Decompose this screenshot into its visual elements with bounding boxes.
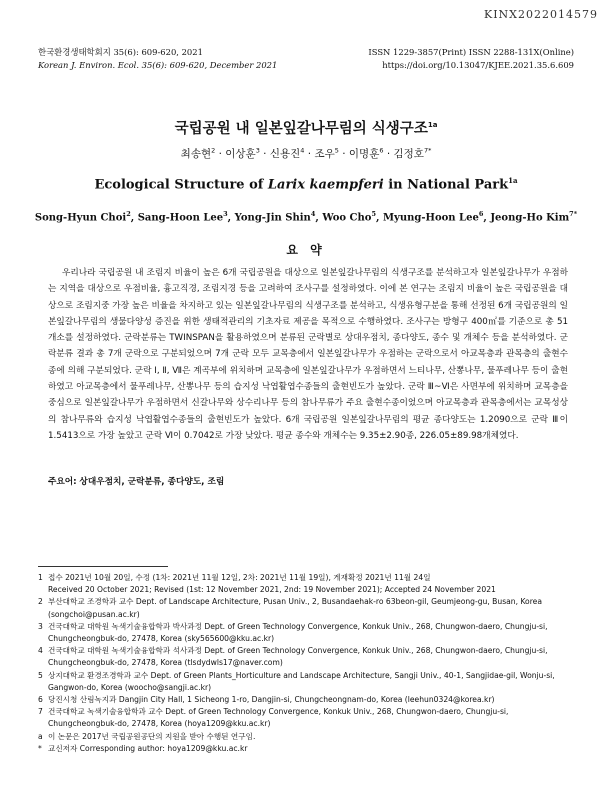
footnote-item	[38, 621, 578, 645]
abstract-heading: 요 약	[286, 243, 326, 257]
footnote-mark: 1	[38, 573, 43, 582]
footnote-item	[38, 645, 578, 669]
footnote-item	[38, 670, 578, 694]
journal-name-english: Korean J. Environ. Ecol. 35(6): 609-620, December 2021	[38, 60, 278, 70]
footnote-mark: 2	[38, 597, 43, 607]
footnote-text: 이 논문은 2017년 국립공원공단의 지원을 받아 수행된 연구임.	[48, 731, 256, 741]
footnote-item	[38, 694, 578, 706]
footnotes	[38, 572, 578, 755]
issn: ISSN 1229-3857(Print) ISSN 2288-131X(Online)	[368, 47, 574, 57]
footnote-mark: a	[38, 731, 43, 741]
authors-korean: 최송현$^2$ · 이상훈$^3$ · 신용진$^4$ · 조우$^5$ · 이명훈$^6$ · 김정호$^{7*}$	[180, 146, 432, 160]
authors-english: Song-Hyun Choi$^2$, Sang-Hoon Lee$^3$, Yong-Jin Shin$^4$, Woo Cho$^5$, Myung-Hoon Lee$^6$, Jeong-Ho Kim$^{7*}$	[34, 210, 578, 224]
footnote-item	[38, 706, 578, 730]
footnote-text: 건국대학교 대학원 녹색기술융합학과 석사과정 Dept. of Green Technology Convergence, Konkuk Univ., 268, Chungwon-daero, Chungju-si, Chungcheongbuk-do, 27478, Korea (tlsdydwls17@naver.com)	[48, 646, 548, 668]
author-english: Jeong-Ho Kim	[490, 212, 570, 224]
journal-identifiers	[368, 46, 574, 72]
author-korean: 이상훈	[225, 148, 256, 160]
keywords-list: 상대우점치, 군락분류, 종다양도, 조림	[79, 477, 225, 487]
footnote-text: 상지대학교 환경조경학과 교수 Dept. of Green Plants_Horticulture and Landscape Architecture, Sangji Univ., 40-1, Sangjidae-gil, Wonju-si, Gangwon-do, Korea (woocho@sangji.ac.kr)	[48, 670, 555, 692]
footnote-item	[38, 572, 578, 584]
author-english: Woo Cho	[322, 212, 372, 224]
journal-name-korean: 한국환경생태학회지 35(6): 609-620, 2021	[38, 47, 203, 57]
doi-link[interactable]: https://doi.org/10.13047/KJEE.2021.35.6.609	[382, 60, 574, 70]
footnote-item	[38, 596, 578, 620]
keywords-label: 주요어:	[48, 477, 77, 487]
abstract-text: 우리나라 국립공원 내 조림지 비율이 높은 6개 국립공원을 대상으로 일본잎갈나무림의 식생구조를 분석하고자 일본잎갈나무가 우점하는 지역을 대상으로 우점비율, 흉고직경, 조림지경 등을 고려하여 조사구를 설정하였다. 이에 본 연구는 조림지 비율이 높은 국립공원을 대상으로 조림지중 가장 높은 비율을 차지하고 있는 일본잎갈나무림의 식생구조를 분석하고, 식생유형구분을 통해 선정된 6개 국립공원의 일본잎갈나무림의 생물다양성 증진을 위한 생태적관리의 기초자료 제공을 목적으로 수행하였다. 조사구는 방형구 400㎡를 기준으로 총 51개소를 설정하였다. 군락분류는 TWINSPAN을 활용하였으며 분류된 군락별로 상대우점치, 종다양도, 종수 및 개체수 등을 분석하였다. 군락분류 결과 총 7개 군락으로 구분되었으며 7개 군락 모두 교목층에서 일본잎갈나무가 우점하는 군락으로서 아교목층과 관목층의 출현수종에 의해 구분되었다. 군락 Ⅰ, Ⅱ, Ⅶ은 계곡부에 위치하며 교목층에 일본잎갈나무가 우점하면서 느티나무, 산뽕나무, 물푸레나무 등이 출현하였고 아교목층에서 물푸레나무, 산뽕나무 등의 습지성 낙엽활엽수종들의 출현빈도가 높았다. 군락 Ⅲ~Ⅵ은 사면부에 위치하며 교목층을 중심으로 일본잎갈나무가 우점하면서 신갈나무와 상수리나무 등의 참나무류가 주요 출현수종이었으며 아교목층과 관목층에서는 교목성상의 참나무류와 습지성 낙엽활엽수종들의 출현빈도가 높았다. 6개 국립공원 일본잎갈나무림의 평균 종다양도는 1.2090으로 군락 Ⅲ이 1.5413으로 가장 높았고 군락 Ⅵ이 0.7042로 가장 낮았다. 평균 종수와 개체수는 9.35±2.90종, 226.05±89.98개체였다.	[48, 268, 568, 441]
footnote-item	[38, 584, 578, 596]
title-korean: 국립공원 내 일본잎갈나무림의 식생구조$^{1a}$	[174, 121, 438, 137]
footnote-text: 건국대학교 대학원 녹색기술융합학과 박사과정 Dept. of Green Technology Convergence, Konkuk Univ., 268, Chungwon-daero, Chungju-si, Chungcheongbuk-do, 27478, Korea (sky565600@kku.ac.kr)	[48, 621, 548, 644]
title-english: Ecological Structure of Larix kaempferi in National Park$^{1a}$	[94, 176, 518, 193]
footnote-text: 접수 2021년 10월 20일, 수정 (1차: 2021년 11월 12일, 2차: 2021년 11월 19일), 게재확정 2021년 11월 24일	[48, 573, 431, 582]
keywords	[48, 475, 224, 487]
footnote-mark: 6	[38, 695, 43, 705]
footnote-text: 당진시청 산림녹지과 Dangjin City Hall, 1 Sicheong 1-ro, Dangjin-si, Chungcheongnam-do, Korea (leehun0324@korea.kr)	[48, 695, 495, 705]
footnote-text: 부산대학교 조경학과 교수 Dept. of Landscape Architecture, Pusan Univ., 2, Busandaehak-ro 63beon-gil, Geumjeong-gu, Busan, Korea (songchoi@pusan.ac.kr)	[48, 597, 542, 619]
footnote-mark: 5	[38, 670, 43, 680]
footnote-text: 건국대학교 녹색기술융합학과 교수 Dept. of Green Technology Convergence, Konkuk Univ., 268, Chungwon-daero, Chungju-si, Chungcheongbuk-do, 27478, Korea (hoya1209@kku.ac.kr)	[48, 707, 509, 729]
footnote-text: 교신저자 Corresponding author: hoya1209@kku.ac.kr	[48, 743, 248, 753]
author-english: Song-Hyun Choi	[34, 212, 127, 224]
footnote-item	[38, 731, 578, 743]
author-english: Myung-Hoon Lee	[382, 212, 479, 224]
footnote-mark: *	[38, 743, 42, 753]
footnote-mark: 3	[38, 621, 43, 631]
author-korean: 신용진	[269, 148, 301, 160]
journal-citation	[38, 46, 277, 72]
footnote-mark: 4	[38, 646, 43, 656]
footnote-mark: 7	[38, 707, 43, 717]
author-english: Yong-Jin Shin	[234, 212, 311, 224]
author-korean: 조우	[314, 148, 335, 160]
document-id-watermark: KINX2022014579	[483, 8, 598, 21]
footnote-item	[38, 743, 578, 755]
footnote-divider	[38, 566, 168, 567]
author-english: Sang-Hoon Lee	[137, 212, 224, 224]
author-korean: 최송현	[180, 148, 212, 160]
author-korean: 김정호	[393, 148, 424, 160]
author-korean: 이명훈	[348, 148, 380, 160]
footnote-text: Received 20 October 2021; Revised (1st: 12 November 2021, 2nd: 19 November 2021); Accepted 24 November 2021	[48, 585, 496, 595]
